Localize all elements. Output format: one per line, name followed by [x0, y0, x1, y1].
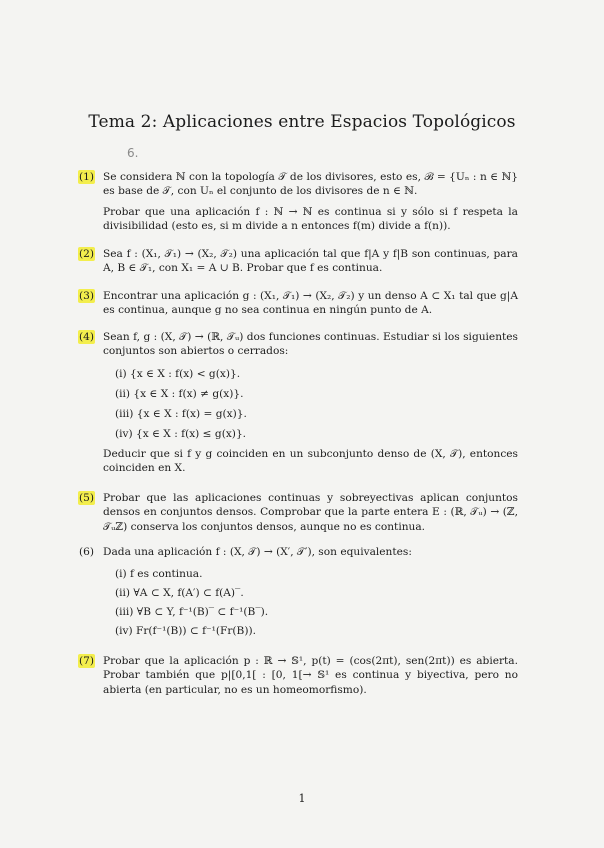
exercise-number: (6) [79, 546, 95, 558]
list-item: (iii) {x ∈ X : f(x) = g(x)}. [115, 407, 247, 420]
exercise-number: (2) [79, 248, 95, 260]
exercise-text: Sean f, g : (X, 𝒯) → (ℝ, 𝒯ᵤ) dos funciones continuas. Estudiar si los siguientes conjuntos son abiertos o cerrados: [103, 331, 518, 358]
exercise-2 [78, 247, 518, 276]
exercise-text: Deducir que si f y g coinciden en un subconjunto denso de (X, 𝒯), entonces coinciden en X. [103, 447, 518, 474]
exercise-7 [78, 654, 518, 697]
handwritten-mark: 6. [127, 146, 139, 160]
exercise-6 [78, 545, 518, 643]
list-item: (ii) {x ∈ X : f(x) ≠ g(x)}. [115, 387, 244, 400]
exercise-3 [78, 289, 518, 318]
page-number: 1 [298, 792, 306, 805]
exercise-text: Probar que las aplicaciones continuas y sobreyectivas aplican conjuntos densos en conjuntos densos. Comprobar que la parte entera E : (ℝ, 𝒯ᵤ) → (ℤ, 𝒯ᵤℤ) conserva los conjuntos densos, aunque no es continua. [103, 492, 518, 533]
exercise-4 [78, 330, 518, 475]
exercise-number: (1) [79, 171, 95, 183]
list-item: (iv) Fr(f⁻¹(B)) ⊂ f⁻¹(Fr(B)). [115, 625, 256, 638]
exercise-text: Dada una aplicación f : (X, 𝒯) → (X′, 𝒯′), son equivalentes: [103, 546, 412, 558]
exercise-text: Encontrar una aplicación g : (X₁, 𝒯₁) → (X₂, 𝒯₂) y un denso A ⊂ X₁ tal que g|A es continua, aunque g no sea continua en ningún punto de A. [103, 290, 518, 317]
exercise-text: Probar que una aplicación f : ℕ → ℕ es continua si y sólo si f respeta la divisibilidad (esto es, si m divide a n entonces f(m) divide a f(n)). [103, 205, 518, 232]
exercise-text: Probar que la aplicación p : ℝ → 𝕊¹, p(t) = (cos(2πt), sen(2πt)) es abierta. Probar también que p|[0,1[ : [0, 1[→ 𝕊¹ es continua y biyectiva, pero no abierta (en particular, no es un homeomorfismo). [103, 655, 518, 696]
page-title: Tema 2: Aplicaciones entre Espacios Topológicos [88, 112, 516, 132]
exercise-text: Sea f : (X₁, 𝒯₁) → (X₂, 𝒯₂) una aplicación tal que f|A y f|B son continuas, para A, B ∈ 𝒯₁, con X₁ = A ∪ B. Probar que f es continua. [103, 248, 518, 275]
exercise-number: (3) [79, 290, 95, 302]
exercise-number: (5) [79, 492, 95, 504]
exercise-number: (7) [79, 655, 95, 667]
exercise-1 [78, 170, 518, 233]
exercise-number: (4) [79, 331, 95, 343]
exercise-5 [78, 491, 518, 534]
list-item: (iv) {x ∈ X : f(x) ≤ g(x)}. [115, 427, 247, 440]
exercise-text: Se considera ℕ con la topología 𝒯 de los divisores, esto es, ℬ = {Uₙ : n ∈ ℕ} es base de 𝒯, con Uₙ el conjunto de los divisores de n ∈ ℕ. [103, 171, 518, 198]
list-item: (i) {x ∈ X : f(x) < g(x)}. [115, 367, 241, 380]
list-item: (iii) ∀B ⊂ Y, f⁻¹(B)‾ ⊂ f⁻¹(B‾). [115, 606, 269, 619]
list-item: (ii) ∀A ⊂ X, f(A′) ⊂ f(A)‾. [115, 587, 244, 600]
list-item: (i) f es continua. [115, 568, 203, 581]
